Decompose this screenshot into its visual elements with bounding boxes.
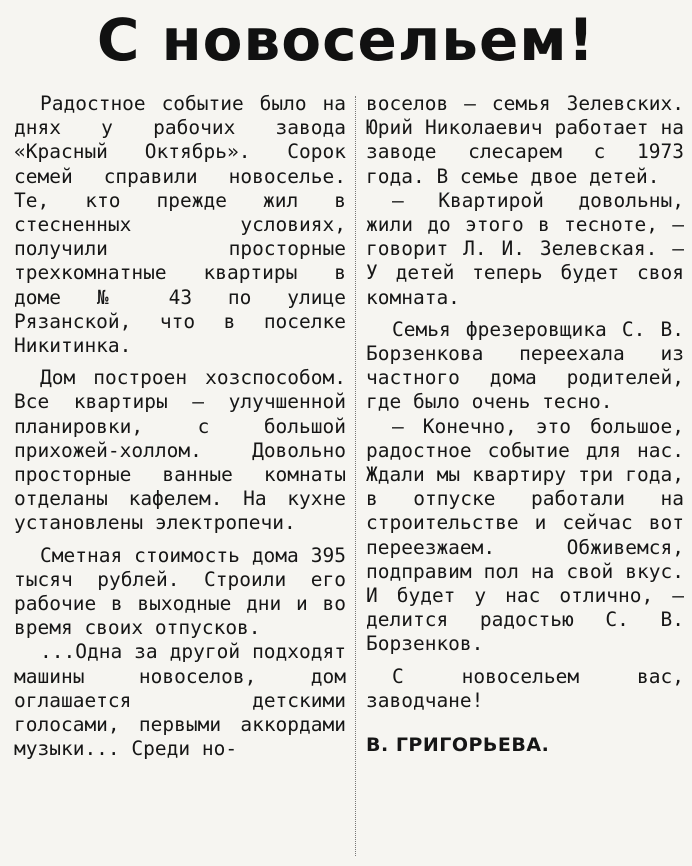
paragraph: С новосельем вас, заводчане!: [366, 664, 684, 712]
paragraph: Семья фрезеровщика С. В. Борзенкова переехала из частного дома родителей, где было очень тесно.: [366, 317, 684, 414]
paragraph: — Конечно, это большое, радостное событие для нас. Ждали мы квартиру три года, в отпуске работали на строительстве и сейчас вот переезжаем. Обживемся, подправим пол на свой вкус. И будет у нас отлично, — делится радостью С. В. Борзенков.: [366, 414, 684, 656]
article-column-left: [14, 92, 346, 761]
paragraph: ...Одна за другой подходят машины новоселов, дом оглашается детскими голосами, первыми аккордами музыки... Среди но-: [14, 640, 346, 761]
article-column-right: [366, 92, 684, 757]
headline: С новосельем!: [96, 6, 596, 74]
column-divider: [355, 96, 356, 856]
paragraph: Радостное событие было на днях у рабочих завода «Красный Октябрь». Сорок семей справили новоселье. Те, кто прежде жил в стесненных условиях, получили просторные трехкомнатные квартиры в доме № 43 по улице Рязанской, что в поселке Никитинка.: [14, 92, 346, 358]
paragraph: Сметная стоимость дома 395 тысяч рублей. Строили его рабочие в выходные дни и во время своих отпусков.: [14, 543, 346, 640]
paragraph: — Квартирой довольны, жили до этого в тесноте, — говорит Л. И. Зелевская. — У детей теперь будет своя комната.: [366, 188, 684, 309]
author-signature: В. ГРИГОРЬЕВА.: [366, 734, 550, 757]
paragraph: Дом построен хозспособом. Все квартиры — улучшенной планировки, с большой прихожей-холлом. Довольно просторные ванные комнаты отделаны кафелем. На кухне установлены электропечи.: [14, 366, 346, 535]
paragraph: воселов — семья Зелевских. Юрий Николаевич работает на заводе слесарем с 1973 года. В семье двое детей.: [366, 92, 684, 188]
